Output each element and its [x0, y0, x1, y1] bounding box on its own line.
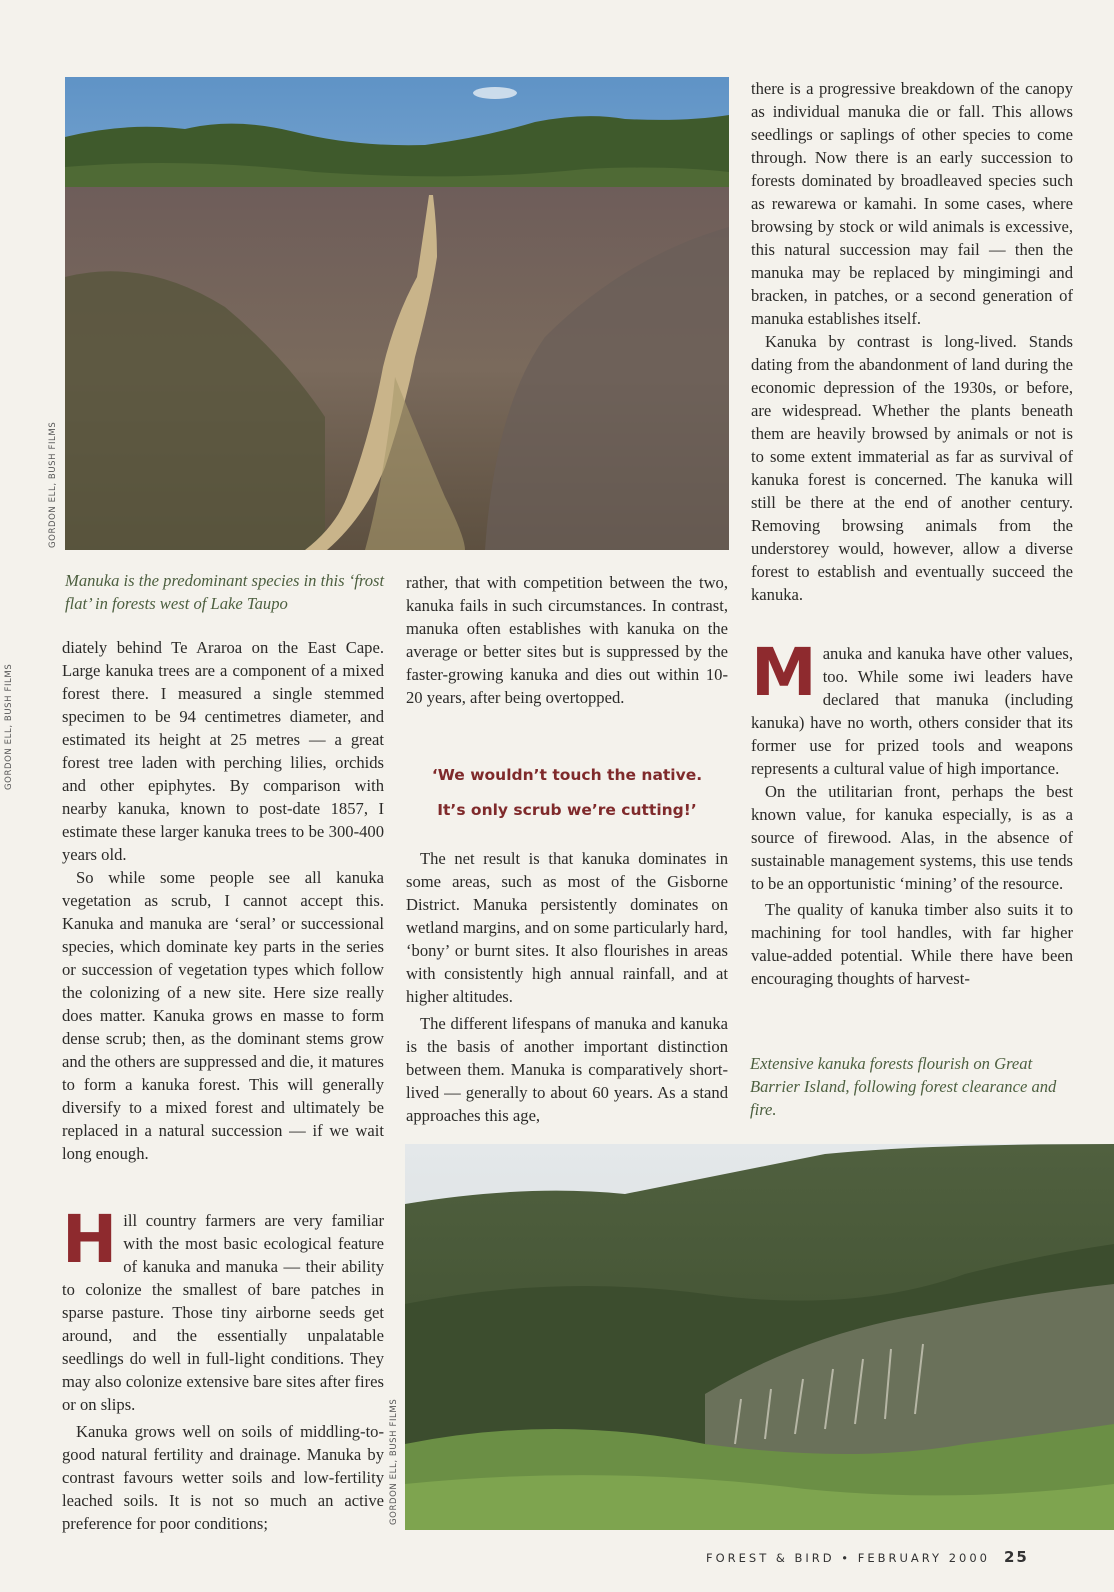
- paragraph: Kanuka grows well on soils of middling-to-good natural fertility and drainage. Manuka by contrast favours wetter soils and low-fertility leached soils. It is not so much an active preference for poor conditions;: [62, 1422, 384, 1533]
- pull-quote: [406, 764, 728, 834]
- page-number: 25: [1004, 1548, 1029, 1566]
- paragraph: diately behind Te Araroa on the East Cape. Large kanuka trees are a component of a mixed forest there. I measured a single stemmed specimen to be 94 centimetres diameter, and estimated its height at 25 metres — a great forest tree laden with perching lilies, orchids and other epiphytes. By comparison with nearby kanuka, known to post-date 1857, I estimate these larger kanuka trees to be 300-400 years old.: [62, 638, 384, 864]
- pull-quote-line-2: It’s only scrub we’re cutting!’: [437, 801, 697, 819]
- paragraph: The different lifespans of manuka and kanuka is the basis of another important distinction between them. Manuka is comparatively short-lived — generally to about 60 years. As a stand approaches this age,: [406, 1014, 728, 1125]
- bottom-photo-caption: Extensive kanuka forests flourish on Great Barrier Island, following forest clearance and fire.: [750, 1054, 1057, 1119]
- paragraph-text: anuka and kanuka have other values, too. While some iwi leaders have declared that manuka (including kanuka) have no worth, others consider that its former use for prized tools and weapons represents a cultural value of high importance.: [751, 644, 1073, 778]
- column-1-top: [62, 636, 384, 1165]
- paragraph: So while some people see all kanuka vegetation as scrub, I cannot accept this. Kanuka and manuka are ‘seral’ or successional species, which dominate key parts in the series or succession of vegetation types which follow the colonizing of a new site. Here size really does matter. Kanuka grows en masse to form dense scrub; then, as the dominant stems grow and the others are suppressed and die, it matures to form a kanuka forest. This will generally diversify to a mixed forest and ultimately be replaced in a natural succession — if we wait long enough.: [62, 868, 384, 1163]
- paragraph: there is a progressive breakdown of the canopy as individual manuka die or fall. This allows seedlings or saplings of other species to come through. Now there is an early succession to forests dominated by broadleaved species such as rewarewa or kamahi. In some cases, where browsing by stock or wild animals is excessive, this natural succession may fail — then the manuka may be replaced by mingimingi and bracken, in patches, or a second generation of manuka establishes itself.: [751, 79, 1073, 328]
- column-1-bottom: [62, 1201, 384, 1535]
- drop-cap: H: [62, 1201, 118, 1278]
- frost-flat-photo: [65, 77, 729, 550]
- paragraph: rather, that with competition between the two, kanuka fails in such circumstances. In contrast, manuka often establishes with kanuka on the average or better sites but is suppressed by the faster-growing kanuka and dies out within 10-20 years, after being overtopped.: [406, 573, 728, 707]
- margin-photo-credit: GORDON ELL, BUSH FILMS: [4, 663, 14, 790]
- paragraph: The quality of kanuka timber also suits it to machining for tool handles, with far higher value-added potential. While there have been encouraging thoughts of harvest-: [751, 900, 1073, 988]
- top-photo-caption: Manuka is the predominant species in this ‘frost flat’ in forests west of Lake Taupo: [65, 571, 385, 613]
- column-2-bottom: [406, 847, 728, 1127]
- column-2-top: [406, 571, 728, 709]
- top-photo-credit: GORDON ELL, BUSH FILMS: [48, 421, 58, 548]
- pull-quote-line-1: ‘We wouldn’t touch the native.: [431, 766, 703, 784]
- paragraph: On the utilitarian front, perhaps the best known value, for kanuka especially, is as a source of firewood. Alas, in the absence of sustainable management systems, this use tends to be an opportunistic ‘mining’ of the resource.: [751, 782, 1073, 893]
- bottom-photo-credit: GORDON ELL, BUSH FILMS: [389, 1398, 399, 1525]
- paragraph: Kanuka by contrast is long-lived. Stands dating from the abandonment of land during the economic depression of the 1930s, or before, are widespread. Whether the plants beneath them are heavily browsed by animals or not is to some extent immaterial as far as survival of kanuka forest is concerned. The kanuka will still be there at the end of another century. Removing browsing animals from the understorey would, however, allow a diverse forest to establish and eventually succeed the kanuka.: [751, 332, 1073, 604]
- column-3-bottom: [751, 634, 1073, 990]
- drop-cap: M: [751, 634, 817, 711]
- paragraph-text: ill country farmers are very familiar with the most basic ecological feature of kanuka and manuka — their ability to colonize the smallest of bare patches in sparse pasture. Those tiny airborne seeds get around, and the essentially unpalatable seedlings do well in full-light conditions. They may also colonize extensive bare sites after fires or on slips.: [62, 1211, 384, 1414]
- paragraph: The net result is that kanuka dominates in some areas, such as most of the Gisborne District. Manuka persistently dominates on wetland margins, and on some particularly hard, ‘bony’ or burnt sites. It also flourishes in areas with consistently high annual rainfall, and at higher altitudes.: [406, 849, 728, 1006]
- column-3-top: [751, 77, 1073, 606]
- kanuka-forest-photo: [405, 1144, 1114, 1530]
- page-footer: [706, 1548, 1029, 1566]
- paragraph-with-dropcap: [751, 634, 1073, 780]
- paragraph-with-dropcap: [62, 1201, 384, 1416]
- publication-name: FOREST & BIRD • FEBRUARY 2000: [706, 1551, 990, 1565]
